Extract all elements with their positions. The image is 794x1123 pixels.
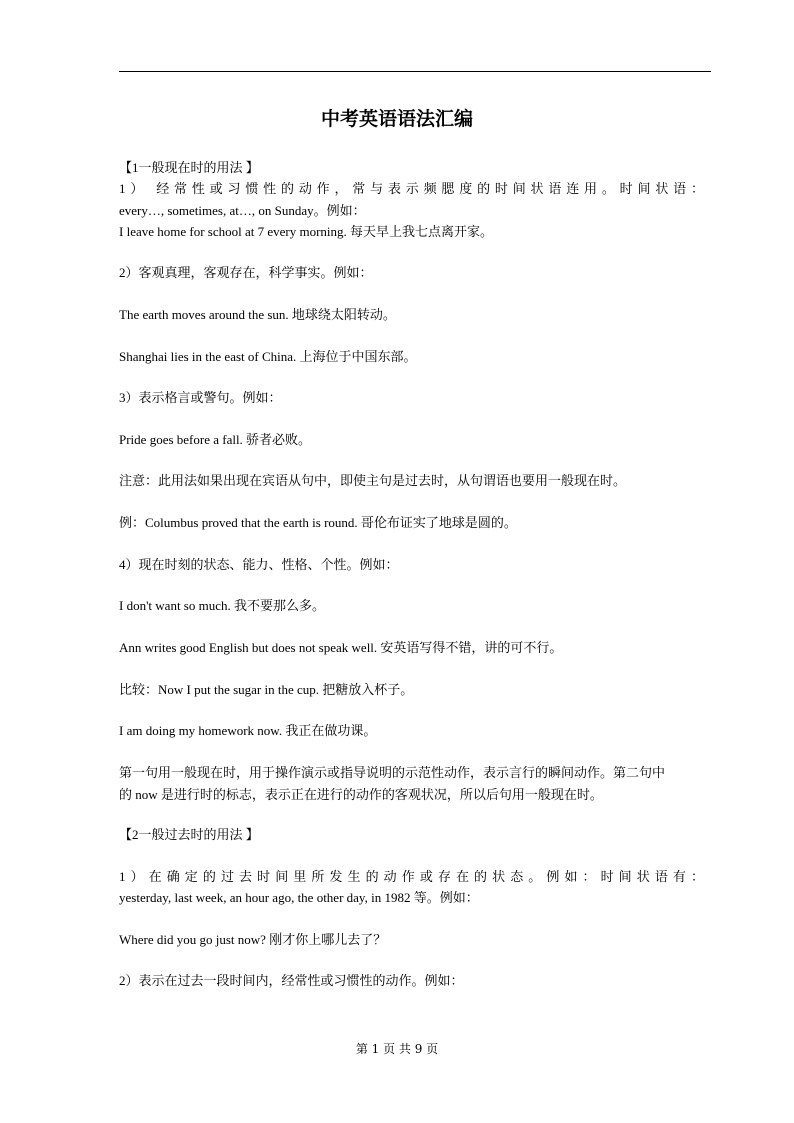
document-title: 中考英语语法汇编: [320, 108, 473, 130]
comparison-line: 比较：Now I put the sugar in the cup. 把糖放入杯子。: [119, 682, 414, 697]
example-sentence: 例：Columbus proved that the earth is round. 哥伦布证实了地球是圆的。: [119, 515, 517, 530]
example-sentence: I am doing my homework now. 我正在做功课。: [119, 723, 377, 738]
example-sentence: Ann writes good English but does not speak well. 安英语写得不错，讲的可不行。: [119, 640, 563, 655]
rule-heading: 2）客观真理，客观存在，科学事实。例如：: [119, 265, 373, 280]
rule-heading: 4）现在时刻的状态、能力、性格、个性。例如：: [119, 557, 399, 572]
example-sentence: Shanghai lies in the east of China. 上海位于中国东部。: [119, 349, 417, 364]
rule-heading: 3）表示格言或警句。例如：: [119, 390, 282, 405]
body-line: every…, sometimes, at…, on Sunday。例如：: [119, 203, 366, 218]
note-line: 注意：此用法如果出现在宾语从句中，即使主句是过去时，从句谓语也要用一般现在时。: [119, 473, 627, 488]
section-heading-present-simple: 【1一般现在时的用法 】: [119, 160, 259, 175]
example-sentence: I don't want so much. 我不要那么多。: [119, 598, 325, 613]
example-sentence: The earth moves around the sun. 地球绕太阳转动。: [119, 307, 396, 322]
page-number-footer: 第 1 页 共 9 页: [355, 1042, 439, 1056]
section-heading-past-simple: 【2一般过去时的用法 】: [119, 827, 259, 842]
body-line: 的 now 是进行时的标志，表示正在进行的动作的客观状况，所以后句用一般现在时。: [119, 787, 603, 802]
body-line: 第一句用一般现在时，用于操作演示或指导说明的示范性动作，表示言行的瞬间动作。第二句中: [119, 765, 666, 780]
example-sentence: Where did you go just now? 刚才你上哪儿去了？: [119, 932, 387, 947]
body-line: 1） 经常性或习惯性的动作，常与表示频腮度的时间状语连用。时间状语：: [119, 181, 704, 196]
body-line: 1）在确定的过去时间里所发生的动作或存在的状态。例如：时间状语有：: [119, 869, 704, 884]
rule-heading: 2）表示在过去一段时间内，经常性或习惯性的动作。例如：: [119, 973, 464, 988]
header-rule: [119, 71, 711, 72]
example-sentence: I leave home for school at 7 every morning. 每天早上我七点离开家。: [119, 224, 494, 239]
example-sentence: Pride goes before a fall. 骄者必败。: [119, 432, 312, 447]
body-line: yesterday, last week, an hour ago, the other day, in 1982 等。例如：: [119, 890, 479, 905]
